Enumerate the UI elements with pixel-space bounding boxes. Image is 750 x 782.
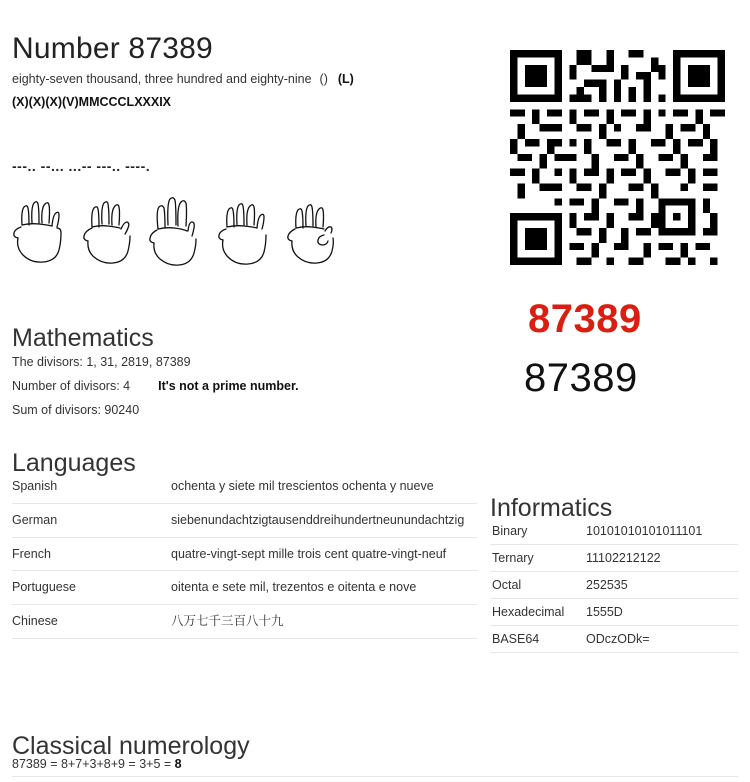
page-title: Number 87389 (12, 32, 213, 66)
divisors-sum-line: Sum of divisors: 90240 (12, 403, 140, 417)
language-value: siebenundachtzigtausenddreihundertneunundachtzig (171, 503, 477, 537)
informatics-key: BASE64 (490, 626, 584, 653)
informatics-value: 10101010101011101 (584, 518, 738, 545)
numerology-result: 8 (174, 757, 182, 771)
hand-sign-7-icon (76, 195, 142, 267)
informatics-key: Octal (490, 572, 584, 599)
language-value: 八万七千三百八十九 (171, 605, 477, 639)
table-row (12, 571, 477, 605)
number-display-black: 87389 (524, 356, 638, 400)
table-row (12, 537, 477, 571)
table-row (12, 605, 477, 639)
number-display-red: 87389 (528, 297, 642, 341)
mathematics-heading: Mathematics (12, 323, 154, 352)
number-in-words: eighty-seven thousand, three hundred and eighty-nine (12, 72, 312, 86)
informatics-key: Binary (490, 518, 584, 545)
numerology-equation-prefix: 87389 = 8+7+3+8+9 = 3+5 = (12, 757, 175, 771)
classical-numerology-heading: Classical numerology (12, 731, 250, 760)
hand-sign-8-icon (8, 195, 74, 267)
qr-code (510, 50, 725, 265)
morse-code: ---.. --... ...-- ---.. ----. (12, 158, 151, 174)
language-name: Chinese (12, 605, 171, 639)
language-name: Spanish (12, 470, 171, 503)
informatics-value: 252535 (584, 572, 738, 599)
number-in-words-row (12, 70, 482, 88)
informatics-value: ODczODk= (584, 626, 738, 653)
table-row (490, 545, 738, 572)
classical-numerology-equation (12, 757, 182, 771)
roman-numeral: (X)(X)(X)(V)MMCCCLXXXIX (12, 95, 172, 109)
table-row (12, 503, 477, 537)
hand-sign-8b-icon (212, 195, 278, 267)
language-name: Portuguese (12, 571, 171, 605)
informatics-table (490, 518, 738, 653)
informatics-key: Hexadecimal (490, 599, 584, 626)
table-row (490, 572, 738, 599)
language-value: ochenta y siete mil trescientos ochenta y nueve (171, 470, 477, 503)
language-name: French (12, 537, 171, 571)
hand-sign-3-icon (144, 195, 210, 267)
divisors-line: The divisors: 1, 31, 2819, 87389 (12, 355, 191, 369)
hand-sign-group (8, 195, 346, 267)
informatics-heading: Informatics (490, 493, 613, 522)
language-name: German (12, 503, 171, 537)
hand-sign-9-icon (280, 195, 346, 267)
divisors-count: Number of divisors: 4 (12, 379, 131, 393)
languages-table (12, 470, 477, 639)
informatics-key: Ternary (490, 545, 584, 572)
words-label: (L) (337, 72, 354, 86)
languages-heading: Languages (12, 448, 136, 477)
table-row (490, 626, 738, 653)
table-row (490, 518, 738, 545)
table-row (12, 470, 477, 503)
bottom-divider (12, 776, 738, 777)
prime-note: It's not a prime number. (158, 379, 299, 393)
informatics-value: 1555D (584, 599, 738, 626)
language-value: oitenta e sete mil, trezentos e oitenta e nove (171, 571, 477, 605)
mathematics-content (12, 350, 299, 422)
language-value: quatre-vingt-sept mille trois cent quatre-vingt-neuf (171, 537, 477, 571)
words-parenthesis: () (319, 72, 328, 86)
divisors-count-line (12, 374, 299, 398)
table-row (490, 599, 738, 626)
informatics-value: 11102212122 (584, 545, 738, 572)
